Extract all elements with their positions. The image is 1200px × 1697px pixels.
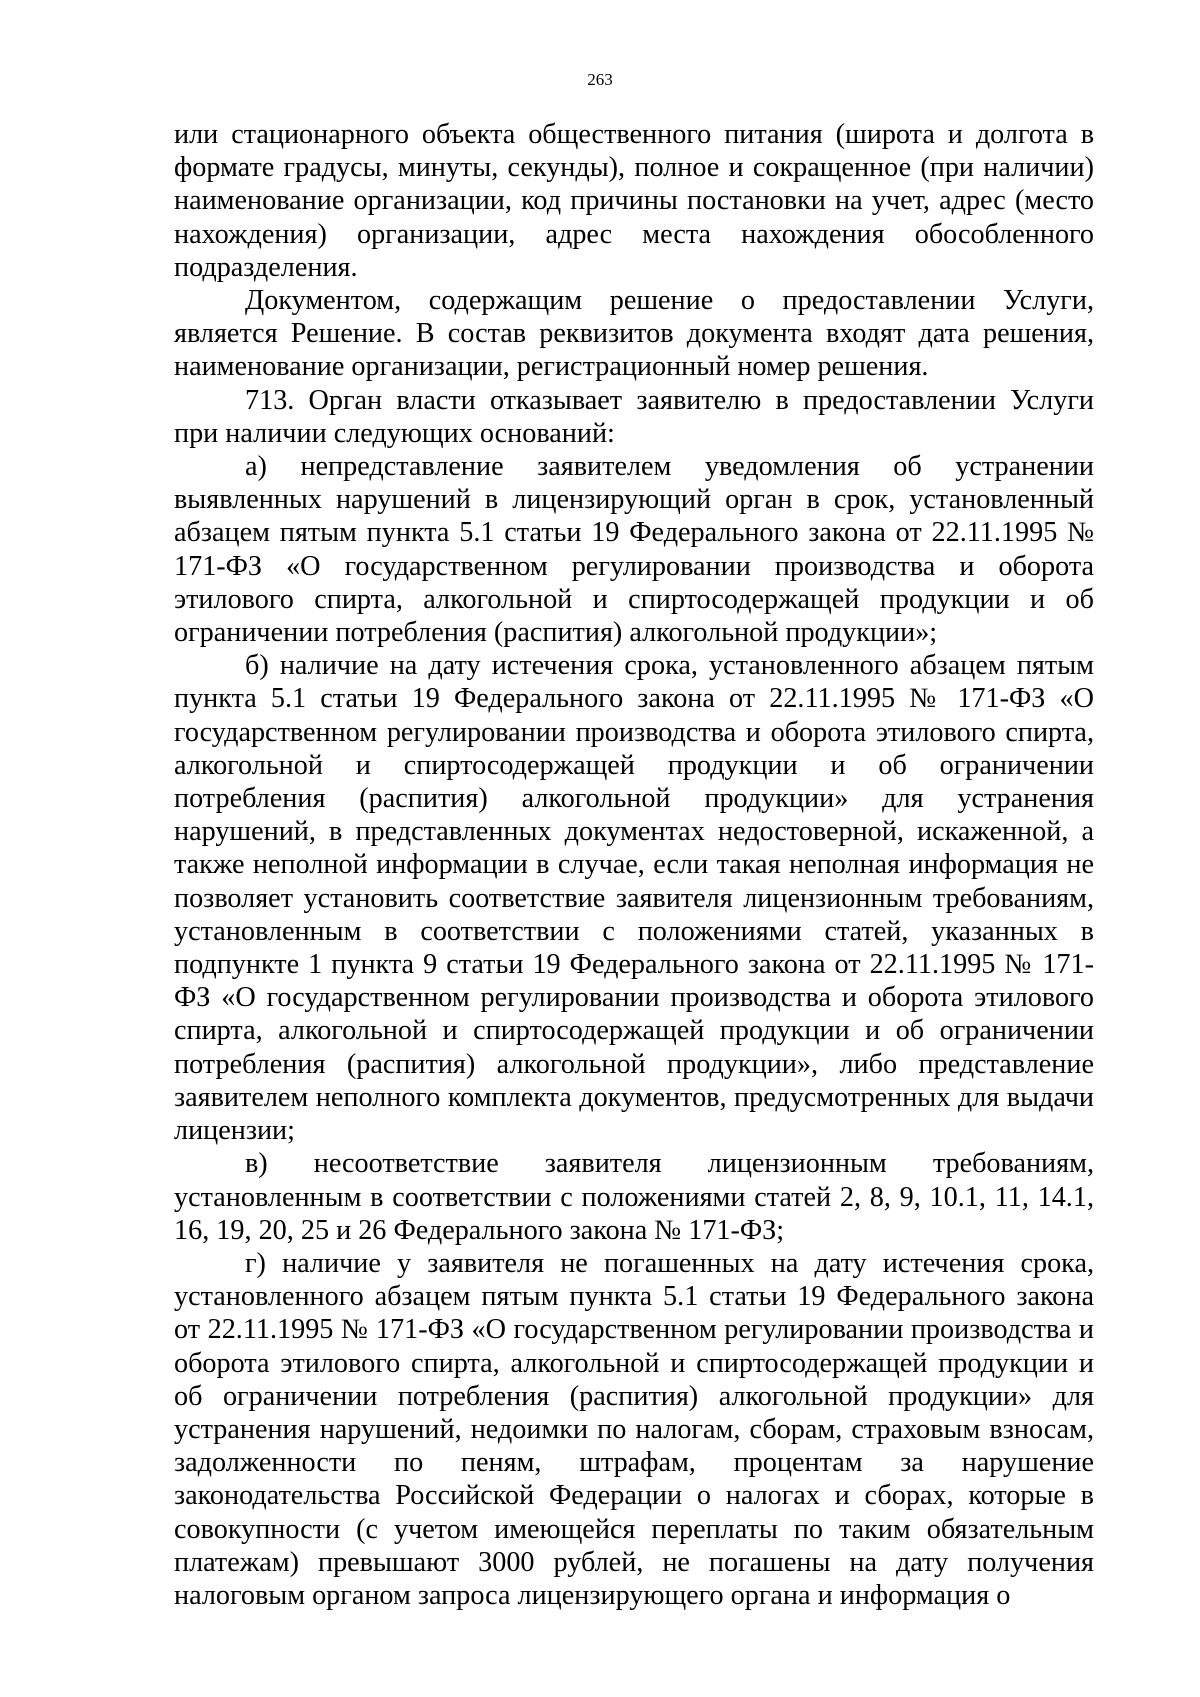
paragraph-713-refusal-grounds: 713. Орган власти отказывает заявителю в предоставлении Услуги при наличии следующих оснований: xyxy=(174,384,1094,449)
document-body xyxy=(174,118,1094,1612)
page-number: 263 xyxy=(587,70,613,89)
paragraph-item-b: б) наличие на дату истечения срока, установленного абзацем пятым пункта 5.1 статьи 19 Федерального закона от 22.11.1995 № 171-ФЗ «О государственном регулировании производства и оборота этилового спирта, алкогольной и спиртосодержащей продукции и об ограничении потребления (распития) алкогольной продукции» для устранения нарушений, в представленных документах недостоверной, искаженной, а также неполной информации в случае, если такая неполная информация не позволяет установить соответствие заявителя лицензионным требованиям, установленным в соответствии с положениями статей, указанных в подпункте 1 пункта 9 статьи 19 Федерального закона от 22.11.1995 № 171-ФЗ «О государственном регулировании производства и оборота этилового спирта, алкогольной и спиртосодержащей продукции и об ограничении потребления (распития) алкогольной продукции», либо представление заявителем неполного комплекта документов, предусмотренных для выдачи лицензии; xyxy=(174,650,1094,1147)
paragraph-item-g: г) наличие у заявителя не погашенных на дату истечения срока, установленного абзацем пятым пункта 5.1 статьи 19 Федерального закона от 22.11.1995 № 171-ФЗ «О государственном регулировании производства и оборота этилового спирта, алкогольной и спиртосодержащей продукции и об ограничении потребления (распития) алкогольной продукции» для устранения нарушений, недоимки по налогам, сборам, страховым взносам, задолженности по пеням, штрафам, процентам за нарушение законодательства Российской Федерации о налогах и сборах, которые в совокупности (с учетом имеющейся переплаты по таким обязательным платежам) превышают 3000 рублей, не погашены на дату получения налоговым органом запроса лицензирующего органа и информация о xyxy=(174,1247,1094,1611)
paragraph-item-v: в) несоответствие заявителя лицензионным требованиям, установленным в соответствии с положениями статей 2, 8, 9, 10.1, 11, 14.1, 16, 19, 20, 25 и 26 Федерального закона № 171-ФЗ; xyxy=(174,1148,1094,1246)
paragraph-decision-document: Документом, содержащим решение о предоставлении Услуги, является Решение. В состав реквизитов документа входят дата решения, наименование организации, регистрационный номер решения. xyxy=(174,285,1094,383)
paragraph-continuation: или стационарного объекта общественного питания (широта и долгота в формате градусы, минуты, секунды), полное и сокращенное (при наличии) наименование организации, код причины постановки на учет, адрес (место нахождения) организации, адрес места нахождения обособленного подразделения. xyxy=(174,119,1094,283)
paragraph-item-a: а) непредставление заявителем уведомления об устранении выявленных нарушений в лицензирующий орган в срок, установленный абзацем пятым пункта 5.1 статьи 19 Федерального закона от 22.11.1995 № 171-ФЗ «О государственном регулировании производства и оборота этилового спирта, алкогольной и спиртосодержащей продукции и об ограничении потребления (распития) алкогольной продукции»; xyxy=(174,451,1094,649)
